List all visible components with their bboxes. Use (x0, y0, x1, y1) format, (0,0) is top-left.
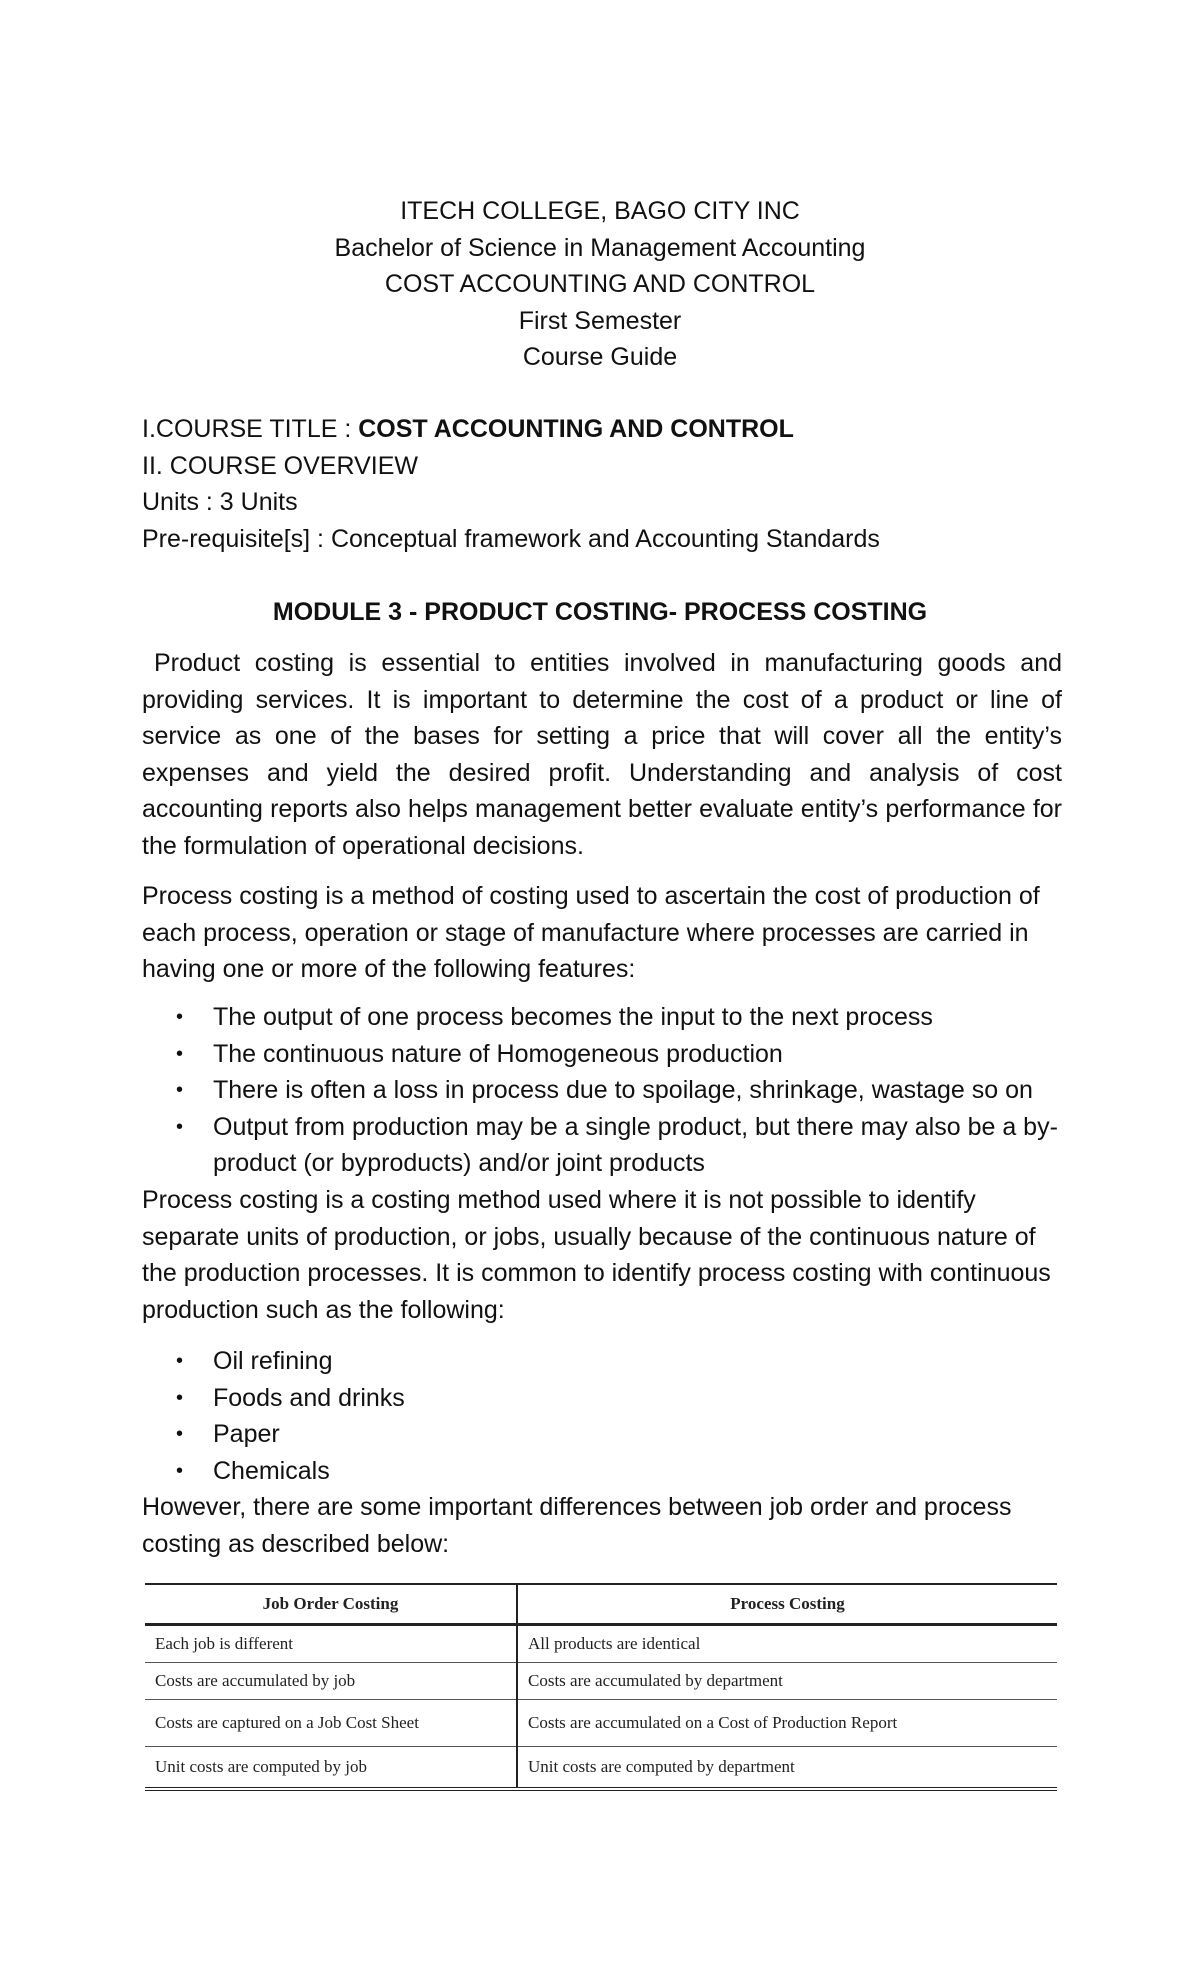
bullet-icon: • (176, 1042, 184, 1065)
table-cell: Costs are accumulated on a Cost of Production Report (517, 1700, 1057, 1747)
paragraph-product-costing (142, 645, 1062, 864)
course-prerequisite: Pre-requisite[s] : Conceptual framework and Accounting Standards (142, 524, 880, 553)
program-name: Bachelor of Science in Management Accounting (334, 233, 866, 262)
course-name: COST ACCOUNTING AND CONTROL (384, 270, 816, 298)
module-title: MODULE 3 - PRODUCT COSTING- PROCESS COSTING (272, 598, 928, 626)
table-header-row (145, 1584, 1057, 1625)
paragraph-process-costing-usage: Process costing is a costing method used where it is not possible to identify separate units of production, or jobs, usually because of the continuous nature of the production processes. It is common to identify process costing with continuous production such as the following: (142, 1186, 1051, 1324)
institution-name: ITECH COLLEGE, BAGO CITY INC (400, 197, 800, 225)
table-row (145, 1747, 1057, 1790)
table-row (145, 1625, 1057, 1663)
list-item: • Oil refining (142, 1343, 1062, 1380)
table-cell: Each job is different (145, 1625, 517, 1663)
bullet-icon: • (176, 1115, 184, 1138)
list-item: • Chemicals (142, 1453, 1062, 1490)
bullet-icon: • (176, 1459, 184, 1482)
table-cell: All products are identical (517, 1625, 1057, 1663)
list-item: • Foods and drinks (142, 1380, 1062, 1417)
course-units: Units : 3 Units (142, 488, 298, 516)
table-row (145, 1700, 1057, 1747)
course-title-value: COST ACCOUNTING AND CONTROL (358, 415, 794, 443)
paragraph-differences-intro: However, there are some important differences between job order and process costing as described below: (142, 1493, 1012, 1558)
course-title-line (142, 411, 1062, 448)
document-header (0, 193, 1200, 376)
semester: First Semester (518, 306, 682, 335)
list-item: • The continuous nature of Homogeneous production (142, 1036, 1062, 1073)
list-item: • Output from production may be a single product, but there may also be a by-product (or byproducts) and/or joint products (142, 1109, 1062, 1182)
bullet-icon: • (176, 1079, 184, 1101)
features-list (142, 999, 1062, 1182)
paragraph-process-costing-definition: Process costing is a method of costing used to ascertain the cost of production of each process, operation or stage of manufacture where processes are carried in having one or more of the following features: (142, 882, 1040, 983)
table-cell: Costs are accumulated by department (517, 1663, 1057, 1700)
header-process-costing: Process Costing (517, 1584, 1057, 1625)
table-row (145, 1663, 1057, 1700)
paragraph-text: Product costing is essential to entities involved in manufacturing goods and providing services. It is important to determine the cost of a product or line of service as one of the bases for setting a price that will cover all the entity’s expenses and yield the desired profit. Understanding and analysis of cost accounting reports also helps management better evaluate entity’s performance for the formulation of operational decisions. (142, 649, 1062, 860)
header-job-order-costing: Job Order Costing (145, 1584, 517, 1625)
table-cell: Unit costs are computed by job (145, 1747, 517, 1790)
list-item: • There is often a loss in process due to spoilage, shrinkage, wastage so on (142, 1072, 1062, 1109)
bullet-icon: • (176, 1386, 184, 1409)
table-cell: Costs are accumulated by job (145, 1663, 517, 1700)
table-cell: Unit costs are computed by department (517, 1747, 1057, 1790)
comparison-table (145, 1583, 1057, 1791)
examples-list (142, 1343, 1062, 1489)
course-title-label: I.COURSE TITLE : (142, 415, 359, 443)
bullet-icon: • (176, 1350, 184, 1372)
course-overview-heading: II. COURSE OVERVIEW (142, 451, 418, 480)
table-cell: Costs are captured on a Job Cost Sheet (145, 1700, 517, 1747)
list-item: • The output of one process becomes the input to the next process (142, 999, 1062, 1036)
list-item: • Paper (142, 1416, 1062, 1453)
document-type: Course Guide (522, 343, 678, 371)
bullet-icon: • (176, 1423, 184, 1445)
comparison-table-container (145, 1583, 1057, 1791)
course-info (142, 411, 1062, 557)
bullet-icon: • (176, 1006, 184, 1028)
